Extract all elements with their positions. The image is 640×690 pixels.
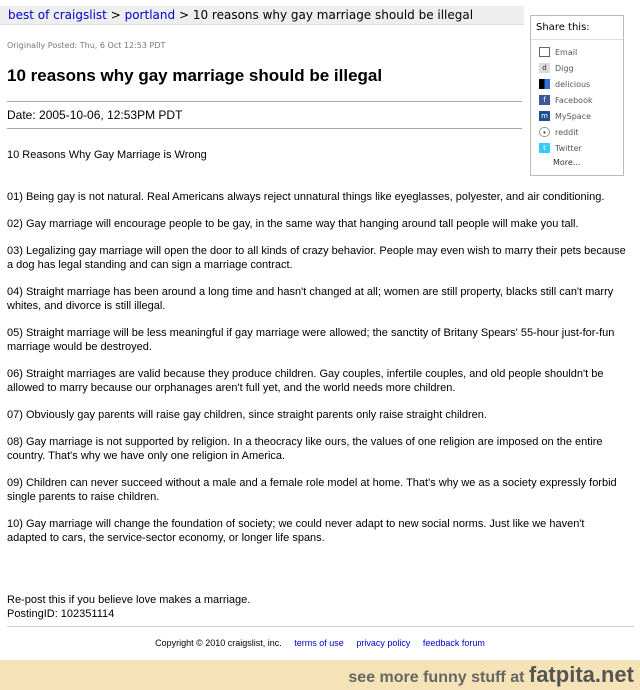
- reason-paragraph: 09) Children can never succeed without a male and a female role model at home. That's why we as a society expressly forbid single parents to raise children.: [7, 477, 617, 503]
- share-more-link[interactable]: More...: [553, 158, 581, 167]
- fatpita-banner: [0, 660, 640, 690]
- facebook-icon: f: [539, 95, 550, 105]
- share-label: Facebook: [555, 95, 593, 105]
- breadcrumb-home-link[interactable]: best of craigslist: [8, 8, 107, 22]
- breadcrumb-separator: >: [110, 8, 121, 22]
- reason-paragraph: 03) Legalizing gay marriage will open the door to all kinds of crazy behavior. People may even wish to marry their pets because a dog has legal standing and can sign a marriage contract.: [7, 245, 626, 271]
- twitter-icon: t: [539, 143, 550, 153]
- share-reddit[interactable]: [531, 124, 623, 140]
- divider: [7, 101, 522, 102]
- delicious-icon: [539, 79, 550, 89]
- share-facebook[interactable]: [531, 92, 623, 108]
- divider: [7, 128, 522, 129]
- share-label: Email: [555, 47, 578, 57]
- reddit-icon: •: [539, 127, 550, 137]
- reason-paragraph: 06) Straight marriages are valid because they produce children. Gay couples, infertile couples, and old people shouldn't be allowed to marry because our orphanages aren't full yet, and the world needs more children.: [7, 368, 604, 394]
- page-title: 10 reasons why gay marriage should be illegal: [7, 66, 383, 85]
- share-label: MySpace: [555, 111, 592, 121]
- myspace-icon: m: [539, 111, 550, 121]
- share-digg[interactable]: [531, 60, 623, 76]
- reason-paragraph: 10) Gay marriage will change the foundation of society; we could never adapt to new social norms. Just like we haven't adapted to cars, the service-sector economy, or longer life spans.: [7, 518, 585, 544]
- reason-paragraph: 08) Gay marriage is not supported by religion. In a theocracy like ours, the values of one religion are imposed on the entire country. That's why we have only one religion in America.: [7, 436, 603, 462]
- privacy-link[interactable]: privacy policy: [356, 638, 411, 648]
- originally-posted: Originally Posted: Thu, 6 Oct 12:53 PDT: [7, 41, 166, 50]
- post-date: Date: 2005-10-06, 12:53PM PDT: [7, 108, 183, 122]
- reason-paragraph: 07) Obviously gay parents will raise gay children, since straight parents only raise straight children.: [7, 409, 487, 421]
- breadcrumb-separator: >: [178, 8, 189, 22]
- reason-paragraph: 02) Gay marriage will encourage people to be gay, in the same way that hanging around tall people will make you tall.: [7, 218, 579, 230]
- share-heading: Share this:: [531, 16, 623, 40]
- share-myspace[interactable]: [531, 108, 623, 124]
- share-label: Digg: [555, 63, 574, 73]
- breadcrumb: [0, 6, 524, 25]
- reason-paragraph: 04) Straight marriage has been around a long time and hasn't changed at all; women are still property, blacks still can't marry whites, and divorce is still illegal.: [7, 286, 614, 312]
- banner-site-link[interactable]: fatpita.net: [528, 662, 634, 687]
- terms-link[interactable]: terms of use: [294, 638, 344, 648]
- share-label: Twitter: [555, 143, 582, 153]
- share-label: delicious: [555, 79, 591, 89]
- breadcrumb-city-link[interactable]: portland: [124, 8, 176, 22]
- feedback-link[interactable]: feedback forum: [422, 638, 485, 648]
- share-box: [530, 15, 624, 176]
- copyright: Copyright © 2010 craigslist, inc.: [155, 638, 282, 648]
- divider: [7, 626, 634, 627]
- banner-see-more: see more funny stuff at: [348, 669, 525, 686]
- share-label: reddit: [555, 127, 579, 137]
- post-subtitle: 10 Reasons Why Gay Marriage is Wrong: [7, 149, 207, 161]
- envelope-icon: [539, 47, 550, 57]
- repost-note: [7, 593, 250, 621]
- banner-text: [348, 662, 634, 688]
- share-twitter[interactable]: [531, 140, 623, 156]
- posting-id: PostingID: 102351114: [7, 608, 115, 620]
- footer: [0, 638, 640, 648]
- digg-icon: d: [539, 63, 550, 73]
- reason-paragraph: 01) Being gay is not natural. Real Americans always reject unnatural things like eyeglasses, polyester, and air conditioning.: [7, 191, 605, 203]
- breadcrumb-current: 10 reasons why gay marriage should be illegal: [192, 8, 474, 22]
- share-delicious[interactable]: [531, 76, 623, 92]
- reason-paragraph: 05) Straight marriage will be less meaningful if gay marriage were allowed; the sanctity of Britany Spears' 55-hour just-for-fun marriage would be destroyed.: [7, 327, 615, 353]
- share-email[interactable]: [531, 44, 623, 60]
- repost-text: Re-post this if you believe love makes a marriage.: [7, 594, 251, 606]
- post-body: [7, 190, 627, 558]
